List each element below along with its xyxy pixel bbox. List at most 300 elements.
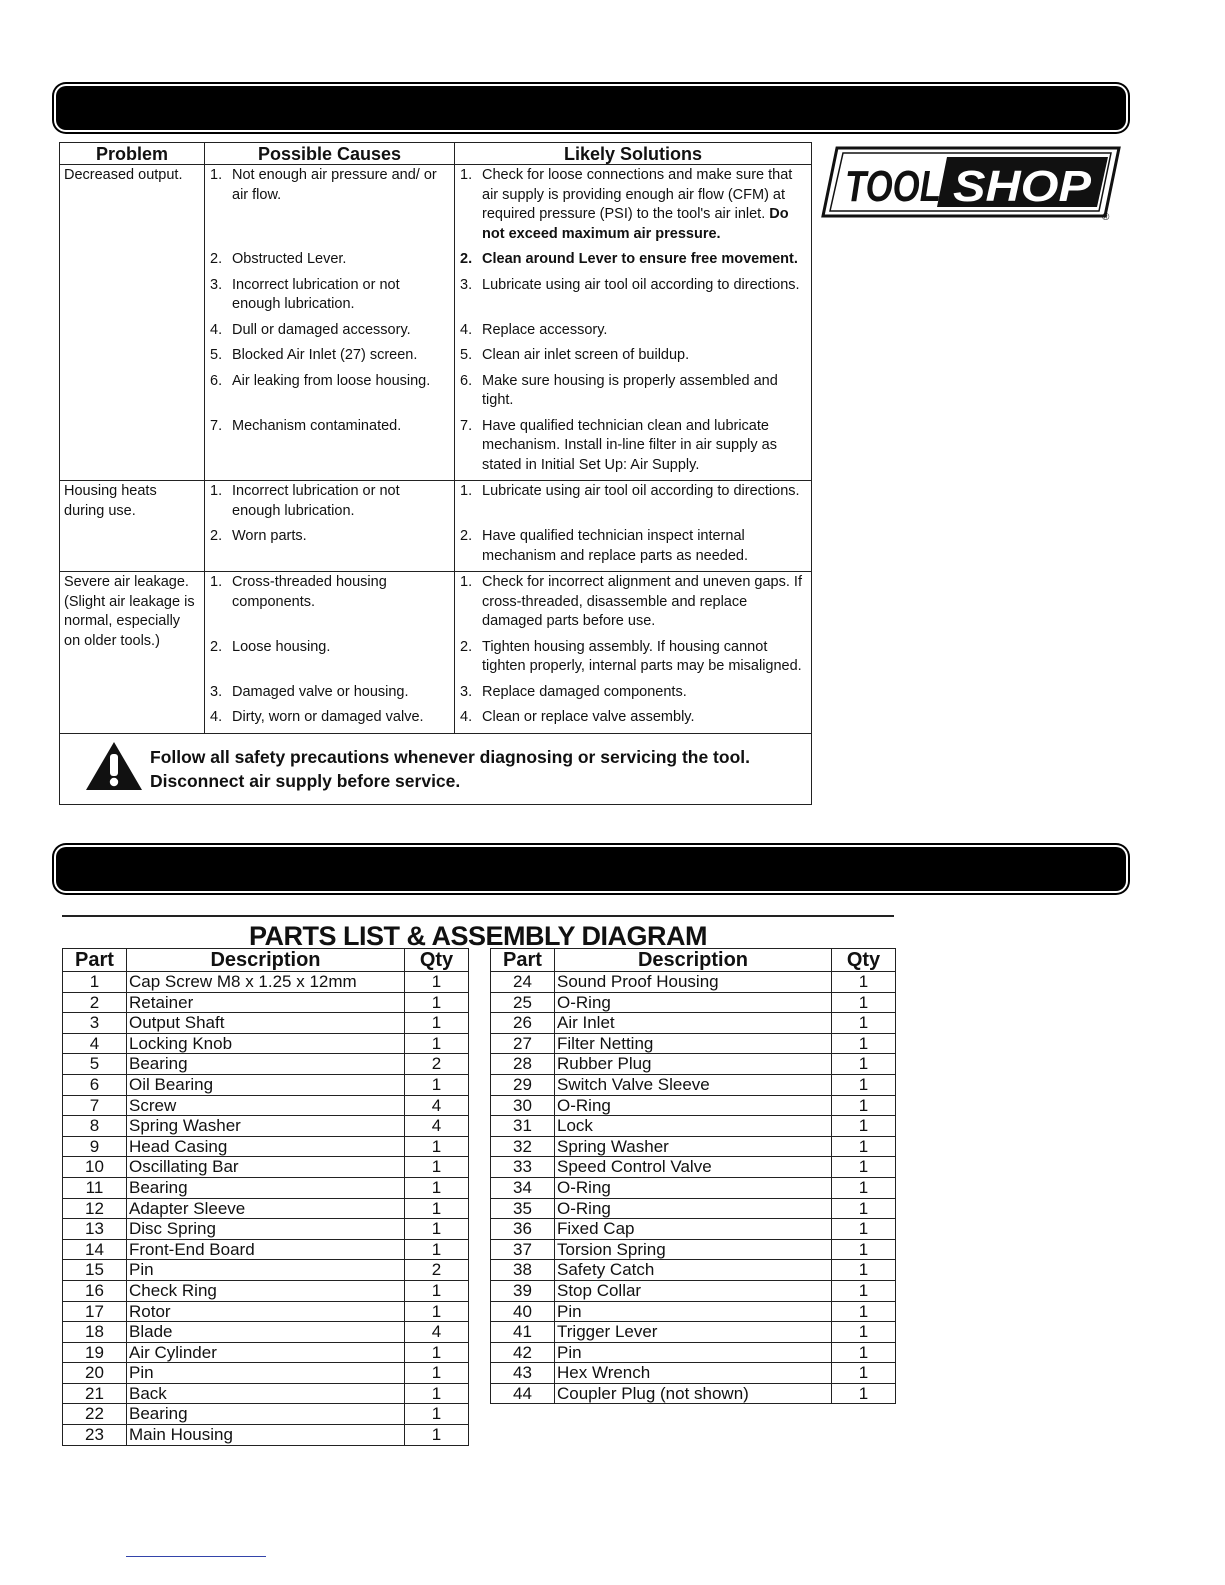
part-qty: 1 xyxy=(832,1013,896,1034)
part-description: Coupler Plug (not shown) xyxy=(555,1383,832,1404)
cause-cell xyxy=(205,249,455,275)
part-number: 18 xyxy=(63,1322,127,1343)
part-qty: 4 xyxy=(405,1322,469,1343)
part-qty: 1 xyxy=(832,1177,896,1198)
cause-number: 1. xyxy=(210,574,223,590)
cause-cell xyxy=(205,682,455,708)
part-number: 15 xyxy=(63,1260,127,1281)
cause-item xyxy=(206,638,453,658)
part-qty: 1 xyxy=(405,1301,469,1322)
parts-row xyxy=(491,1074,896,1095)
parts-row xyxy=(491,1013,896,1034)
part-qty: 2 xyxy=(405,1054,469,1075)
part-number: 31 xyxy=(491,1116,555,1137)
parts-row xyxy=(63,1013,469,1034)
solution-text-main: Replace damaged components. xyxy=(482,683,687,700)
cause-cell xyxy=(205,572,455,637)
cause-item xyxy=(206,482,453,521)
column-header-part: Part xyxy=(63,949,127,972)
logo-text-shop: SHOP xyxy=(953,162,1092,211)
part-qty: 1 xyxy=(405,1219,469,1240)
part-description: Retainer xyxy=(127,992,405,1013)
cause-item xyxy=(206,708,453,728)
part-qty: 1 xyxy=(405,1383,469,1404)
solution-text-main: Have qualified technician inspect internal mechanism and replace parts as needed. xyxy=(482,528,748,564)
parts-row xyxy=(63,1322,469,1343)
solution-text xyxy=(482,346,806,366)
parts-row xyxy=(491,1383,896,1404)
cause-number: 2. xyxy=(210,638,223,655)
part-number: 25 xyxy=(491,992,555,1013)
parts-list-title: PARTS LIST & ASSEMBLY DIAGRAM xyxy=(62,915,894,953)
solution-number: 3. xyxy=(460,683,473,700)
solution-text-main: Check for loose connections and make sure that air supply is providing enough air flow (CFM) at required pressure (PSI) to the tool's air inlet. xyxy=(482,167,793,222)
part-qty: 1 xyxy=(832,1116,896,1137)
part-number: 2 xyxy=(63,992,127,1013)
parts-row xyxy=(63,1157,469,1178)
part-qty: 1 xyxy=(832,1280,896,1301)
part-number: 28 xyxy=(491,1054,555,1075)
part-qty: 1 xyxy=(405,1239,469,1260)
solution-item xyxy=(456,321,810,341)
solution-text-main: Lubricate using air tool oil according to directions. xyxy=(482,483,800,499)
part-qty: 1 xyxy=(405,1198,469,1219)
cause-cell xyxy=(205,637,455,682)
part-qty: 1 xyxy=(405,972,469,993)
part-qty: 4 xyxy=(405,1116,469,1137)
cause-text: Air leaking from loose housing. xyxy=(232,372,431,389)
solution-cell xyxy=(455,707,812,733)
parts-row xyxy=(491,992,896,1013)
part-description: Air Inlet xyxy=(555,1013,832,1034)
parts-row xyxy=(63,1033,469,1054)
warning-icon xyxy=(84,740,144,799)
solution-text xyxy=(482,321,806,341)
solution-cell xyxy=(455,371,812,416)
parts-row xyxy=(491,1198,896,1219)
problem-cell: Decreased output. xyxy=(60,165,205,481)
part-description: Rotor xyxy=(127,1301,405,1322)
parts-row xyxy=(63,1239,469,1260)
part-description: Disc Spring xyxy=(127,1219,405,1240)
cause-item xyxy=(206,166,453,205)
solution-cell xyxy=(455,345,812,371)
part-qty: 1 xyxy=(832,1033,896,1054)
trouble-row xyxy=(60,572,812,637)
solution-number: 1. xyxy=(460,574,473,590)
safety-notice xyxy=(60,734,811,805)
solution-text-main: Clean or replace valve assembly. xyxy=(482,709,695,725)
solution-item xyxy=(456,683,810,703)
part-number: 30 xyxy=(491,1095,555,1116)
parts-row xyxy=(63,1116,469,1137)
solution-cell xyxy=(455,416,812,481)
parts-row xyxy=(491,1280,896,1301)
parts-row xyxy=(491,1363,896,1384)
parts-row xyxy=(491,1177,896,1198)
part-number: 5 xyxy=(63,1054,127,1075)
solution-text xyxy=(482,250,806,270)
part-qty: 1 xyxy=(405,1074,469,1095)
cause-number: 4. xyxy=(210,321,223,338)
part-description: Fixed Cap xyxy=(555,1219,832,1240)
solution-cell xyxy=(455,481,812,527)
cause-item xyxy=(206,417,453,437)
part-description: Main Housing xyxy=(127,1425,405,1446)
part-number: 38 xyxy=(491,1260,555,1281)
solution-cell xyxy=(455,637,812,682)
trouble-row xyxy=(60,165,812,250)
solution-number: 2. xyxy=(460,638,473,655)
solution-cell xyxy=(455,249,812,275)
part-description: Filter Netting xyxy=(555,1033,832,1054)
part-description: Bearing xyxy=(127,1404,405,1425)
part-number: 39 xyxy=(491,1280,555,1301)
solution-item xyxy=(456,276,810,296)
part-number: 29 xyxy=(491,1074,555,1095)
cause-item xyxy=(206,372,453,392)
part-description: Trigger Lever xyxy=(555,1322,832,1343)
part-qty: 1 xyxy=(832,1074,896,1095)
part-description: Screw xyxy=(127,1095,405,1116)
solution-item xyxy=(456,708,810,728)
solution-text-emphasis: Do not exceed maximum air pressure. xyxy=(482,206,789,242)
part-description: Air Cylinder xyxy=(127,1342,405,1363)
solution-number: 5. xyxy=(460,347,473,363)
solution-item xyxy=(456,346,810,366)
parts-row xyxy=(491,1260,896,1281)
solution-cell xyxy=(455,526,812,572)
solution-number: 2. xyxy=(460,251,473,267)
part-description: Oil Bearing xyxy=(127,1074,405,1095)
part-qty: 1 xyxy=(832,1239,896,1260)
part-description: Pin xyxy=(555,1342,832,1363)
solution-text-main: Clean around Lever to ensure free movement. xyxy=(482,251,798,267)
solution-number: 3. xyxy=(460,276,473,293)
solution-cell xyxy=(455,682,812,708)
part-description: Spring Washer xyxy=(127,1116,405,1137)
part-number: 9 xyxy=(63,1136,127,1157)
solution-text-main: Have qualified technician clean and lubricate mechanism. Install in-line filter in air supply as stated in Initial Set Up: Air Supply. xyxy=(482,417,777,473)
part-qty: 1 xyxy=(832,1054,896,1075)
part-qty: 1 xyxy=(832,1301,896,1322)
part-number: 19 xyxy=(63,1342,127,1363)
solution-number: 7. xyxy=(460,417,473,434)
solution-text xyxy=(482,166,806,244)
column-header-problem: Problem xyxy=(60,143,205,165)
part-number: 3 xyxy=(63,1013,127,1034)
column-header-part: Part xyxy=(491,949,555,972)
parts-row xyxy=(491,1136,896,1157)
solution-cell xyxy=(455,165,812,250)
part-number: 23 xyxy=(63,1425,127,1446)
part-description: Sound Proof Housing xyxy=(555,972,832,993)
parts-row xyxy=(491,972,896,993)
parts-row xyxy=(63,1301,469,1322)
cause-text: Worn parts. xyxy=(232,528,307,544)
cause-cell xyxy=(205,345,455,371)
cause-item xyxy=(206,573,453,612)
solution-item xyxy=(456,482,810,502)
part-description: O-Ring xyxy=(555,992,832,1013)
part-description: Lock xyxy=(555,1116,832,1137)
troubleshooting-header-row xyxy=(60,143,812,165)
safety-text: Follow all safety precautions whenever diagnosing or servicing the tool. Disconnect air supply before service. xyxy=(150,746,750,791)
safety-cell xyxy=(60,733,812,805)
part-number: 11 xyxy=(63,1177,127,1198)
part-number: 34 xyxy=(491,1177,555,1198)
solution-text xyxy=(482,683,806,703)
part-qty: 1 xyxy=(405,1363,469,1384)
part-description: Stop Collar xyxy=(555,1280,832,1301)
part-qty: 1 xyxy=(832,972,896,993)
part-qty: 4 xyxy=(405,1095,469,1116)
part-description: Bearing xyxy=(127,1177,405,1198)
parts-row xyxy=(491,1239,896,1260)
part-number: 27 xyxy=(491,1033,555,1054)
part-qty: 1 xyxy=(832,1095,896,1116)
cause-number: 2. xyxy=(210,528,223,544)
part-qty: 1 xyxy=(832,1136,896,1157)
solution-number: 1. xyxy=(460,167,473,183)
solution-number: 4. xyxy=(460,709,473,725)
part-description: Head Casing xyxy=(127,1136,405,1157)
part-number: 4 xyxy=(63,1033,127,1054)
part-qty: 1 xyxy=(832,1157,896,1178)
cause-item xyxy=(206,321,453,341)
cause-number: 1. xyxy=(210,167,223,183)
solution-item xyxy=(456,573,810,632)
part-description: Adapter Sleeve xyxy=(127,1198,405,1219)
part-description: Pin xyxy=(555,1301,832,1322)
part-number: 12 xyxy=(63,1198,127,1219)
part-description: Torsion Spring xyxy=(555,1239,832,1260)
part-qty: 1 xyxy=(832,1322,896,1343)
part-number: 40 xyxy=(491,1301,555,1322)
part-description: Spring Washer xyxy=(555,1136,832,1157)
cause-text: Cross-threaded housing components. xyxy=(232,574,387,610)
part-description: Blade xyxy=(127,1322,405,1343)
column-header-possible-causes: Possible Causes xyxy=(205,143,455,165)
cause-number: 4. xyxy=(210,709,223,725)
parts-row xyxy=(491,1033,896,1054)
parts-row xyxy=(63,1342,469,1363)
cause-text: Incorrect lubrication or not enough lubrication. xyxy=(232,483,400,519)
parts-row xyxy=(63,1054,469,1075)
part-qty: 1 xyxy=(405,1280,469,1301)
part-qty: 1 xyxy=(832,992,896,1013)
part-description: Cap Screw M8 x 1.25 x 12mm xyxy=(127,972,405,993)
part-number: 44 xyxy=(491,1383,555,1404)
part-qty: 1 xyxy=(832,1363,896,1384)
column-header-likely-solutions: Likely Solutions xyxy=(455,143,812,165)
solution-text-main: Check for incorrect alignment and uneven gaps. If cross-threaded, disassemble and replace damaged parts before use. xyxy=(482,574,802,629)
part-description: O-Ring xyxy=(555,1177,832,1198)
part-description: Oscillating Bar xyxy=(127,1157,405,1178)
part-number: 8 xyxy=(63,1116,127,1137)
solution-text-main: Tighten housing assembly. If housing cannot tighten properly, internal parts may be misaligned. xyxy=(482,638,802,674)
part-qty: 1 xyxy=(405,1425,469,1446)
part-number: 33 xyxy=(491,1157,555,1178)
parts-row xyxy=(63,1177,469,1198)
parts-row xyxy=(63,1136,469,1157)
cause-text: Incorrect lubrication or not enough lubrication. xyxy=(232,276,400,312)
part-qty: 1 xyxy=(405,1404,469,1425)
solution-item xyxy=(456,372,810,411)
cause-number: 3. xyxy=(210,276,223,293)
solution-cell xyxy=(455,572,812,637)
section-header-bar-parts xyxy=(56,847,1126,891)
parts-row xyxy=(63,1219,469,1240)
cause-cell xyxy=(205,371,455,416)
solution-text-main: Make sure housing is properly assembled and tight. xyxy=(482,372,778,408)
parts-row xyxy=(491,1322,896,1343)
parts-row xyxy=(63,972,469,993)
parts-row xyxy=(491,1219,896,1240)
part-qty: 1 xyxy=(405,992,469,1013)
part-qty: 1 xyxy=(832,1260,896,1281)
registered-mark: ® xyxy=(1102,212,1110,222)
parts-row xyxy=(491,1116,896,1137)
cause-item xyxy=(206,683,453,703)
part-number: 42 xyxy=(491,1342,555,1363)
solution-item xyxy=(456,250,810,270)
solution-number: 4. xyxy=(460,321,473,338)
parts-row xyxy=(491,1342,896,1363)
solution-number: 1. xyxy=(460,483,473,499)
part-number: 26 xyxy=(491,1013,555,1034)
logo-text-tool: TOOL xyxy=(845,162,941,211)
column-header-qty: Qty xyxy=(832,949,896,972)
part-number: 13 xyxy=(63,1219,127,1240)
parts-row xyxy=(63,992,469,1013)
parts-header-row xyxy=(63,949,469,972)
part-description: Pin xyxy=(127,1363,405,1384)
solution-cell xyxy=(455,275,812,320)
column-header-description: Description xyxy=(555,949,832,972)
cause-number: 1. xyxy=(210,483,223,499)
part-number: 37 xyxy=(491,1239,555,1260)
part-number: 43 xyxy=(491,1363,555,1384)
parts-row xyxy=(491,1301,896,1322)
part-description: Locking Knob xyxy=(127,1033,405,1054)
solution-text xyxy=(482,276,806,296)
cause-number: 2. xyxy=(210,251,223,267)
cause-item xyxy=(206,527,453,547)
parts-table-left xyxy=(62,948,469,1446)
parts-row xyxy=(63,1095,469,1116)
cause-text: Obstructed Lever. xyxy=(232,251,347,267)
part-qty: 2 xyxy=(405,1260,469,1281)
part-number: 20 xyxy=(63,1363,127,1384)
cause-text: Dirty, worn or damaged valve. xyxy=(232,709,424,725)
part-qty: 1 xyxy=(405,1177,469,1198)
parts-header-row xyxy=(491,949,896,972)
part-number: 6 xyxy=(63,1074,127,1095)
part-qty: 1 xyxy=(832,1342,896,1363)
solution-text xyxy=(482,527,806,566)
part-number: 14 xyxy=(63,1239,127,1260)
troubleshooting-table xyxy=(59,142,812,805)
part-qty: 1 xyxy=(832,1383,896,1404)
part-number: 22 xyxy=(63,1404,127,1425)
solution-item xyxy=(456,638,810,677)
part-qty: 1 xyxy=(405,1013,469,1034)
solution-text xyxy=(482,638,806,677)
part-description: Switch Valve Sleeve xyxy=(555,1074,832,1095)
part-description: O-Ring xyxy=(555,1095,832,1116)
column-header-description: Description xyxy=(127,949,405,972)
part-number: 41 xyxy=(491,1322,555,1343)
cause-number: 5. xyxy=(210,347,223,363)
part-description: Hex Wrench xyxy=(555,1363,832,1384)
part-qty: 1 xyxy=(405,1033,469,1054)
cause-cell xyxy=(205,481,455,527)
parts-row xyxy=(63,1074,469,1095)
part-qty: 1 xyxy=(405,1136,469,1157)
part-number: 1 xyxy=(63,972,127,993)
parts-row xyxy=(63,1280,469,1301)
solution-text xyxy=(482,573,806,632)
parts-row xyxy=(63,1404,469,1425)
parts-row xyxy=(63,1363,469,1384)
part-description: Check Ring xyxy=(127,1280,405,1301)
part-number: 24 xyxy=(491,972,555,993)
parts-row xyxy=(63,1383,469,1404)
part-description: Speed Control Valve xyxy=(555,1157,832,1178)
parts-row xyxy=(491,1157,896,1178)
cause-text: Loose housing. xyxy=(232,638,331,655)
parts-row xyxy=(63,1260,469,1281)
parts-table-right xyxy=(490,948,896,1404)
solution-number: 2. xyxy=(460,528,473,544)
cause-text: Dull or damaged accessory. xyxy=(232,321,411,338)
solution-text xyxy=(482,482,806,502)
cause-text: Blocked Air Inlet (27) screen. xyxy=(232,347,418,363)
part-number: 21 xyxy=(63,1383,127,1404)
cause-item xyxy=(206,250,453,270)
trouble-row xyxy=(60,481,812,527)
solution-cell xyxy=(455,320,812,346)
column-header-qty: Qty xyxy=(405,949,469,972)
cause-cell xyxy=(205,275,455,320)
part-number: 16 xyxy=(63,1280,127,1301)
safety-row xyxy=(60,733,812,805)
parts-row xyxy=(63,1198,469,1219)
problem-cell: Severe air leakage. (Slight air leakage is normal, especially on older tools.) xyxy=(60,572,205,734)
cause-cell xyxy=(205,526,455,572)
cause-number: 3. xyxy=(210,683,223,700)
cause-text: Mechanism contaminated. xyxy=(232,417,402,434)
solution-item xyxy=(456,527,810,566)
part-description: Safety Catch xyxy=(555,1260,832,1281)
cause-number: 6. xyxy=(210,372,223,389)
solution-text-main: Replace accessory. xyxy=(482,321,608,338)
part-number: 17 xyxy=(63,1301,127,1322)
cause-cell xyxy=(205,320,455,346)
solution-item xyxy=(456,166,810,244)
footer-link-underline xyxy=(126,1556,266,1557)
parts-row xyxy=(63,1425,469,1446)
part-qty: 1 xyxy=(405,1342,469,1363)
part-number: 32 xyxy=(491,1136,555,1157)
section-header-bar-troubleshooting xyxy=(56,86,1126,130)
parts-row xyxy=(491,1095,896,1116)
part-description: Output Shaft xyxy=(127,1013,405,1034)
cause-text: Damaged valve or housing. xyxy=(232,683,409,700)
solution-text-main: Lubricate using air tool oil according to directions. xyxy=(482,276,800,293)
part-number: 10 xyxy=(63,1157,127,1178)
